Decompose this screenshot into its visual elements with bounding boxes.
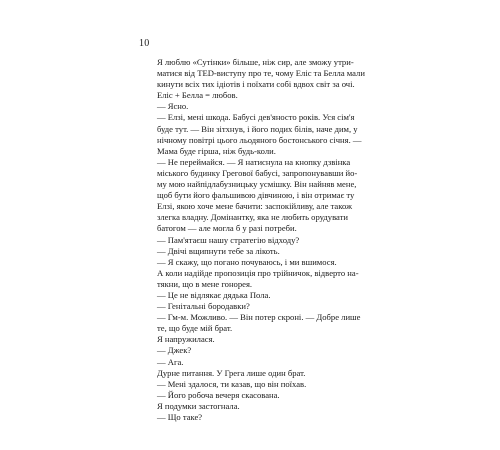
text-line: буде тут. — Він зітхнув, і його подих білів, наче дим, у [157,123,358,134]
text-line: Мама буде гірша, ніж будь-коли. [157,145,276,156]
text-line: Еліс + Белла = любов. [157,90,238,101]
text-line: А коли надійде пропозиція про трійничок, відверто на- [157,267,359,278]
text-line: — Джек? [157,345,192,356]
text-line: Я подумки застогнала. [157,400,240,411]
body-text [157,57,382,423]
text-line: тякни, що в мене гонорея. [157,278,253,289]
text-line: — Пам'ятаєш нашу стратегію відходу? [157,234,300,245]
text-line: матися від TED-виступу про те, чому Еліс та Белла мали [157,68,365,79]
text-line: міського будинку Грегової бабусі, запропонувавши йо- [157,167,358,178]
page-number: 10 [139,38,150,49]
text-line: Я напружилася. [157,334,215,345]
text-line: те, що буде мій брат. [157,323,233,334]
text-line: — Не переймайся. — Я натиснула на кнопку дзвінка [157,156,351,167]
text-line: злегка владну. Домінантку, яка не любить орудувати [157,212,348,223]
text-line: — Генітальні бородавки? [157,301,250,312]
text-line: кинути всіх тих ідіотів і поїхати собі вдвох світ за очі. [157,79,355,90]
text-line: — Мені здалося, ти казав, що він поїхав. [157,378,307,389]
text-line: — Його робоча вечеря скасована. [157,389,280,400]
text-line: — Я скажу, що погано почуваюсь, і ми вшимося. [157,256,337,267]
text-line: батогом — але могла б у разі потреби. [157,223,297,234]
text-line: — Це не відлякає дядька Пола. [157,289,271,300]
text-line: щоб бути його фальшивою дівчиною, і він отримає ту [157,190,355,201]
text-line: — Що таке? [157,412,203,422]
text-line: Дурне питання. У Грега лише один брат. [157,367,306,378]
text-line: — Ага. [157,356,184,367]
text-line: — Елзі, мені шкода. Бабусі дев'яносто років. Уся сім'я [157,112,355,123]
text-line: — Двічі вщипнути тебе за лікоть. [157,245,280,256]
text-line: Елзі, якою хоче мене бачити: заспокійливу, але також [157,201,353,212]
text-line: нічному повітрі цього льодяного бостонського січня. — [157,134,362,145]
text-line: Я люблю «Сутінки» більше, ніж сир, але зможу утри- [157,57,354,67]
text-line: — Гм-м. Можливо. — Він потер скроні. — Добре лише [157,312,361,323]
text-line: — Ясно. [157,101,189,112]
text-line: му мою найпідлабузницьку усмішку. Він найняв мене, [157,179,357,190]
